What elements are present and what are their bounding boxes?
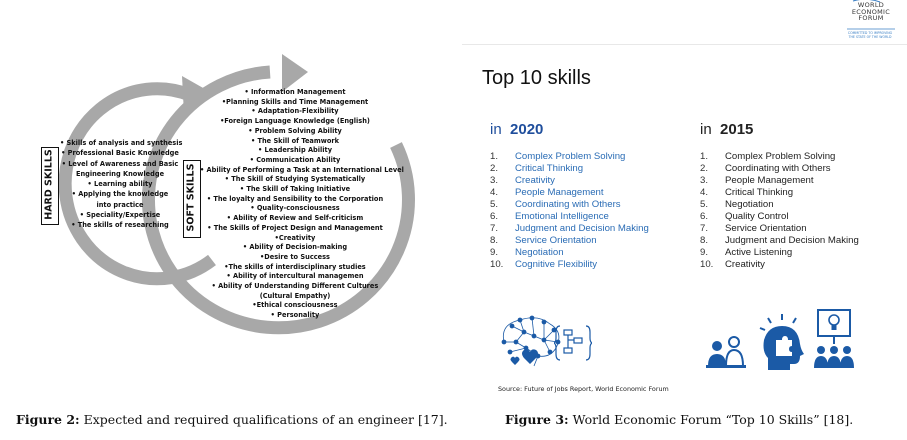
skill-row [700,163,859,175]
skill-rank: 7. [490,222,499,234]
skill-rank: 6. [700,210,709,222]
soft-skill-item: • Problem Solving Ability [248,126,342,135]
soft-skill-item: • Ability of Understanding Different Cultures [211,282,379,291]
people-icon [706,334,746,370]
year-heading-2020 [490,121,543,138]
skill-name: Judgment and Decision Making [725,234,859,246]
soft-skill-item: •Ethical consciousness [252,301,338,310]
skill-row [700,199,859,211]
skills-list-2020 [490,151,649,271]
skill-name: People Management [515,186,604,198]
soft-skill-item: • The Skill of Teamwork [250,136,340,145]
soft-skill-item: • Quality-consciousness [250,204,340,213]
skill-name: Negotiation [515,246,564,258]
skill-row [490,163,649,175]
soft-skill-item: • Information Management [244,88,346,96]
hard-skill-item: • Speciality/Expertise [79,211,161,220]
skill-row [700,223,859,235]
puzzle-head-icon [758,312,806,370]
skill-name: People Management [725,174,814,186]
skill-rank: 3. [490,174,499,186]
hard-skill-item: • The skills of researching [71,221,169,230]
skill-name: Creativity [725,258,765,270]
soft-skills-label: SOFT SKILLS [185,163,197,232]
header-divider [462,44,907,45]
caption-label: Figure 2: [16,412,80,427]
skill-row [490,151,649,163]
infographic-title: Top 10 skills [482,67,591,89]
hard-skills-list [60,138,183,231]
skill-name: Critical Thinking [515,162,584,174]
skill-name: Active Listening [725,246,793,258]
soft-skill-item: • Ability of Performing a Task at an International Level [200,165,404,174]
skill-row [700,259,859,271]
skill-name: Coordinating with Others [515,198,621,210]
skill-rank: 2. [700,162,709,174]
skill-name: Complex Problem Solving [515,151,626,162]
soft-skill-item: •The skills of interdisciplinary studies [224,262,366,271]
skill-rank: 8. [490,234,499,246]
skill-row [490,223,649,235]
hard-skill-item: Engineering Knowledge [75,169,165,178]
caption-text: Expected and required qualifications of an engineer [17]. [79,412,448,427]
hard-skill-item: into practice [96,200,144,209]
logo-line-3: FORUM [858,14,884,23]
skill-rank: 1. [700,151,709,162]
skill-rank: 6. [490,210,499,222]
caption-text: World Economic Forum “Top 10 Skills” [18]. [568,412,854,427]
skill-rank: 10. [700,258,714,270]
source-note: Source: Future of Jobs Report, World Economic Forum [498,385,669,393]
soft-skills-list [200,88,404,321]
skill-row [490,235,649,247]
soft-skill-item: • The Skill of Taking Initiative [239,185,351,194]
figure-3 [462,0,907,410]
skill-name: Complex Problem Solving [725,151,836,162]
wef-logo-text [846,2,896,22]
skill-name: Quality Control [725,210,789,222]
skill-rank: 2. [490,162,499,174]
skill-rank: 10. [490,258,504,270]
soft-skill-item: • Personality [270,311,320,320]
figure-3-caption [505,412,853,427]
skill-row [490,187,649,199]
soft-skill-item: • Leadership Ability [257,146,333,155]
idea-presentation-icon [812,308,854,372]
skill-name: Critical Thinking [725,186,794,198]
skill-row [700,211,859,223]
skill-row [700,151,859,163]
skill-rank: 9. [700,246,709,258]
year-prefix: in [700,121,712,138]
figure-2-caption [16,412,448,427]
skill-rank: 9. [490,246,499,258]
skill-row [490,175,649,187]
hard-skill-item: • Applying the knowledge [71,190,169,199]
hard-skill-item: • Professional Basic Knowledge [61,149,179,158]
year-heading-2015 [700,121,753,138]
soft-skill-item: •Planning Skills and Time Management [221,97,369,106]
skill-name: Coordinating with Others [725,162,831,174]
skill-row [490,199,649,211]
soft-skill-item: • Ability of intercultural managemen [226,272,364,281]
skill-rank: 1. [490,151,499,162]
soft-skill-item: (Cultural Empathy) [259,291,331,300]
hard-skill-item: • Learning ability [87,180,153,189]
logo-line-1: WORLD [857,1,885,9]
soft-skill-item: • Ability of Review and Self-criticism [226,214,364,223]
soft-skill-item: • Ability of Decision-making [242,243,348,252]
soft-skills-arrowhead [282,54,308,92]
skill-row [700,235,859,247]
soft-skill-item: • The Skills of Project Design and Management [207,223,383,232]
hard-skills-label: HARD SKILLS [43,149,55,220]
skill-rank: 5. [490,198,499,210]
hard-skill-item: • Level of Awareness and Basic [61,159,179,168]
soft-skill-item: • The Skill of Studying Systematically [224,175,366,184]
skill-name: Emotional Intelligence [515,210,609,222]
soft-skill-item: •Desire to Success [260,252,330,261]
logo-line-2: ECONOMIC [851,7,891,16]
skill-row [490,259,649,271]
skill-row [700,175,859,187]
skill-name: Service Orientation [725,222,807,234]
skill-rank: 5. [700,198,709,210]
soft-skill-item: • The loyalty and Sensibility to the Corporation [206,194,384,203]
year-prefix: in [490,121,502,138]
figure-2 [0,0,460,410]
skills-list-2015 [700,151,859,271]
skill-rank: 4. [700,186,709,198]
soft-skill-item: •Creativity [274,233,316,242]
soft-skill-item: • Adaptation-Flexibility [251,107,339,116]
year-value: 2020 [510,121,544,138]
caption-label: Figure 3: [505,412,569,427]
soft-skill-item: • Communication Ability [249,155,341,164]
skill-name: Creativity [515,174,555,186]
skill-name: Judgment and Decision Making [515,222,649,234]
hard-skill-item: • Skills of analysis and synthesis [60,139,183,147]
wef-logo-tagline: COMMITTED TO IMPROVING THE STATE OF THE WORLD [847,31,893,39]
skill-name: Service Orientation [515,234,597,246]
skill-name: Negotiation [725,198,774,210]
skill-rank: 7. [700,222,709,234]
skill-row [700,247,859,259]
soft-skill-item: •Foreign Language Knowledge (English) [220,117,370,126]
skill-rank: 4. [490,186,499,198]
skill-rank: 3. [700,174,709,186]
skill-rank: 8. [700,234,709,246]
skill-name: Cognitive Flexibility [515,258,598,270]
year-value: 2015 [720,121,754,138]
skill-row [490,247,649,259]
skill-row [490,211,649,223]
skill-row [700,187,859,199]
flowchart-icon [554,322,592,364]
